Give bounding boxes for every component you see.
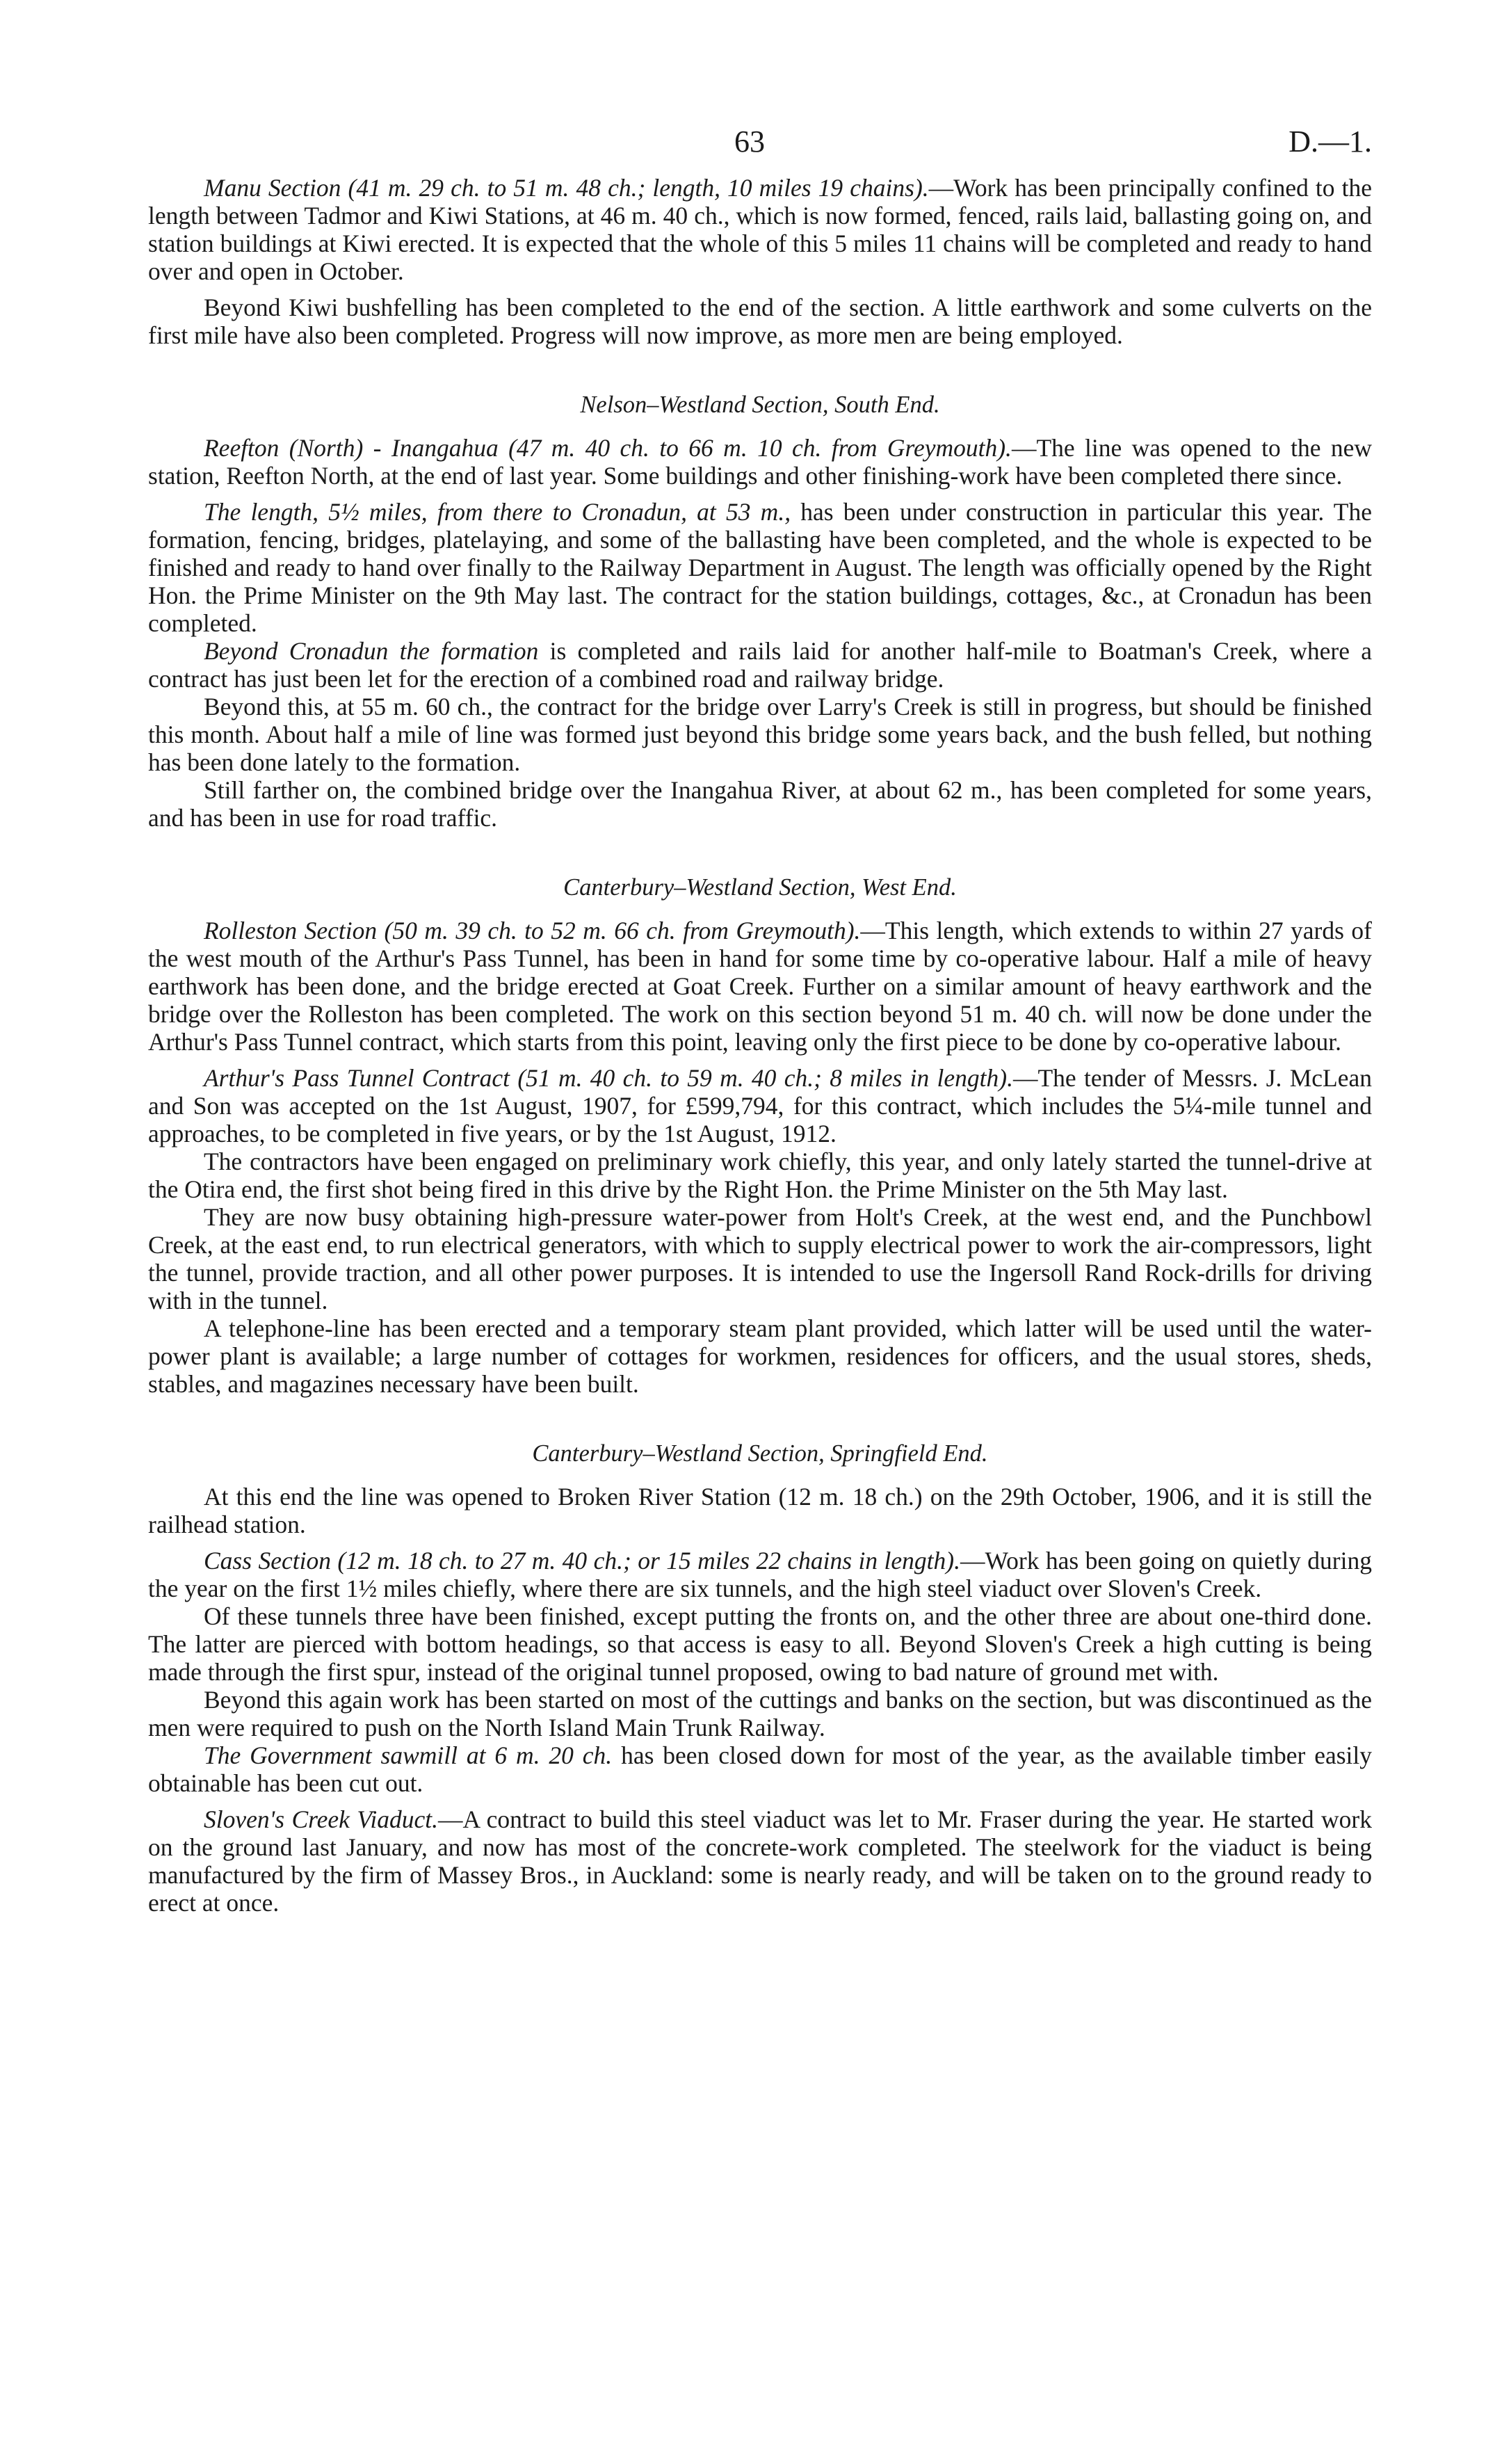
paragraph <box>148 1686 1372 1741</box>
paragraph-text: —The tender of Messrs. J. McLean and Son was accepted on the 1st August, 1907, for £599,794, for this contract, which includes the 5¼-mile tunnel and approaches, to be completed in five years, or by the 1st August, 1912. <box>148 1064 1372 1148</box>
paragraph <box>148 776 1372 832</box>
paragraph-lead: Beyond Cronadun the formation <box>204 637 539 665</box>
paragraph-lead: The Government sawmill at 6 m. 20 ch. <box>204 1741 613 1769</box>
paragraph <box>148 1483 1372 1538</box>
paragraph <box>148 1314 1372 1398</box>
paragraph-text: has been under construction in particular this year. The formation, fencing, bridges, platelaying, and some of the ballasting have been completed, and the whole is expected to be finished and ready to hand over finally to the Railway Department in August. The length was officially opened by the Right Hon. the Prime Minister on the 9th May last. The contract for the station buildings, cottages, &c., at Cronadun has been completed. <box>148 498 1372 637</box>
paragraph <box>148 1602 1372 1686</box>
paragraph-lead: Manu Section (41 m. 29 ch. to 51 m. 48 ch.; length, 10 miles 19 chains). <box>204 174 929 202</box>
paragraph-text: The contractors have been engaged on preliminary work chiefly, this year, and only lately started the tunnel-drive at the Otira end, the first shot being fired in this drive by the Right Hon. the Prime Minister on the 5th May last. <box>148 1148 1372 1203</box>
paragraph-lead: Rolleston Section (50 m. 39 ch. to 52 m. 66 ch. from Greymouth). <box>204 917 861 944</box>
paragraph <box>148 434 1372 490</box>
page-header <box>148 118 1372 174</box>
paragraph-text: —This length, which extends to within 27 yards of the west mouth of the Arthur's Pass Tunnel, has been in hand for some time by co-operative labour. Half a mile of heavy earthwork has been done, and the bridge erected at Goat Creek. Further on a similar amount of heavy earthwork and the bridge over the Rolleston has been completed. The work on this section beyond 51 m. 40 ch. will now be done under the Arthur's Pass Tunnel contract, which starts from this point, leaving only the first piece to be done by co-operative labour. <box>148 917 1372 1056</box>
paragraph-text: —Work has been principally confined to the length between Tadmor and Kiwi Stations, at 46 m. 40 ch., which is now formed, fenced, rails laid, ballasting going on, and station buildings at Kiwi erected. It is expected that the whole of this 5 miles 11 chains will be completed and ready to hand over and open in October. <box>148 174 1372 285</box>
section-heading: Canterbury–Westland Section, Springfield End. <box>532 1440 988 1467</box>
paragraph <box>148 293 1372 349</box>
section-heading: Canterbury–Westland Section, West End. <box>563 874 957 901</box>
paragraph <box>148 1064 1372 1148</box>
paragraph-text: Beyond Kiwi bushfelling has been completed to the end of the section. A little earthwork and some culverts on the first mile have also been completed. Progress will now improve, as more men are being employed. <box>148 293 1372 349</box>
paragraph <box>148 1203 1372 1314</box>
paragraph <box>148 917 1372 1056</box>
paragraph-lead: Arthur's Pass Tunnel Contract (51 m. 40 ch. to 59 m. 40 ch.; 8 miles in length). <box>204 1064 1013 1092</box>
document-page <box>148 118 1372 1917</box>
paragraph-text: Beyond this, at 55 m. 60 ch., the contract for the bridge over Larry's Creek is still in progress, but should be finished this month. About half a mile of line was formed just beyond this bridge some years back, and the bush felled, but nothing has been done lately to the formation. <box>148 693 1372 776</box>
paragraph <box>148 1805 1372 1917</box>
paragraph <box>148 1741 1372 1797</box>
paragraph-text: is completed and rails laid for another half-mile to Boatman's Creek, where a contract has just been let for the erection of a combined road and railway bridge. <box>148 637 1372 693</box>
paragraph <box>148 1547 1372 1602</box>
paragraph-text: Beyond this again work has been started on most of the cuttings and banks on the section, but was discontinued as the men were required to push on the North Island Main Trunk Railway. <box>148 1686 1372 1741</box>
paragraph-text: At this end the line was opened to Broken River Station (12 m. 18 ch.) on the 29th October, 1906, and it is still the railhead station. <box>148 1483 1372 1538</box>
document-body <box>148 174 1372 1917</box>
paragraph-text: —Work has been going on quietly during the year on the first 1½ miles chiefly, where there are six tunnels, and the high steel viaduct over Sloven's Creek. <box>148 1547 1372 1602</box>
paragraph-lead: Sloven's Creek Viaduct. <box>204 1805 439 1833</box>
page-number: 63 <box>734 124 765 159</box>
paragraph <box>148 637 1372 693</box>
paragraph-text: A telephone-line has been erected and a temporary steam plant provided, which latter will be used until the water-power plant is available; a large number of cottages for workmen, residences for officers, and the usual stores, sheds, stables, and magazines necessary have been built. <box>148 1314 1372 1398</box>
paragraph <box>148 498 1372 637</box>
paragraph-lead: Cass Section (12 m. 18 ch. to 27 m. 40 ch.; or 15 miles 22 chains in length). <box>204 1547 960 1575</box>
paragraph-lead: The length, 5½ miles, from there to Cronadun, at 53 m., <box>204 498 791 526</box>
paragraph-text: They are now busy obtaining high-pressure water-power from Holt's Creek, at the west end, and the Punchbowl Creek, at the east end, to run electrical generators, with which to supply electrical power to work the air-compressors, light the tunnel, provide traction, and all other power purposes. It is intended to use the Ingersoll Rand Rock-drills for driving with in the tunnel. <box>148 1203 1372 1314</box>
paragraph <box>148 1148 1372 1203</box>
paragraph-text: —A contract to build this steel viaduct was let to Mr. Fraser during the year. He started work on the ground last January, and now has most of the concrete-work completed. The steelwork for the viaduct is being manufactured by the firm of Massey Bros., in Auckland: some is nearly ready, and will be taken on to the ground ready to erect at once. <box>148 1805 1372 1917</box>
paragraph-text: Still farther on, the combined bridge over the Inangahua River, at about 62 m., has been completed for some years, and has been in use for road traffic. <box>148 776 1372 832</box>
paragraph-text: —The line was opened to the new station, Reefton North, at the end of last year. Some buildings and other finishing-work have been completed there since. <box>148 434 1372 490</box>
paragraph-text: has been closed down for most of the year, as the available timber easily obtainable has been cut out. <box>148 1741 1373 1797</box>
paragraph-lead: Reefton (North) - Inangahua (47 m. 40 ch. to 66 m. 10 ch. from Greymouth). <box>204 434 1012 462</box>
paragraph-text: Of these tunnels three have been finished, except putting the fronts on, and the other three are about one-third done. The latter are pierced with bottom headings, so that access is easy to all. Beyond Sloven's Creek a high cutting is being made through the first spur, instead of the original tunnel proposed, owing to bad nature of ground met with. <box>148 1602 1372 1686</box>
section-heading: Nelson–Westland Section, South End. <box>580 392 940 418</box>
paragraph <box>148 174 1372 285</box>
document-series: D.—1. <box>1288 124 1372 159</box>
paragraph <box>148 693 1372 776</box>
